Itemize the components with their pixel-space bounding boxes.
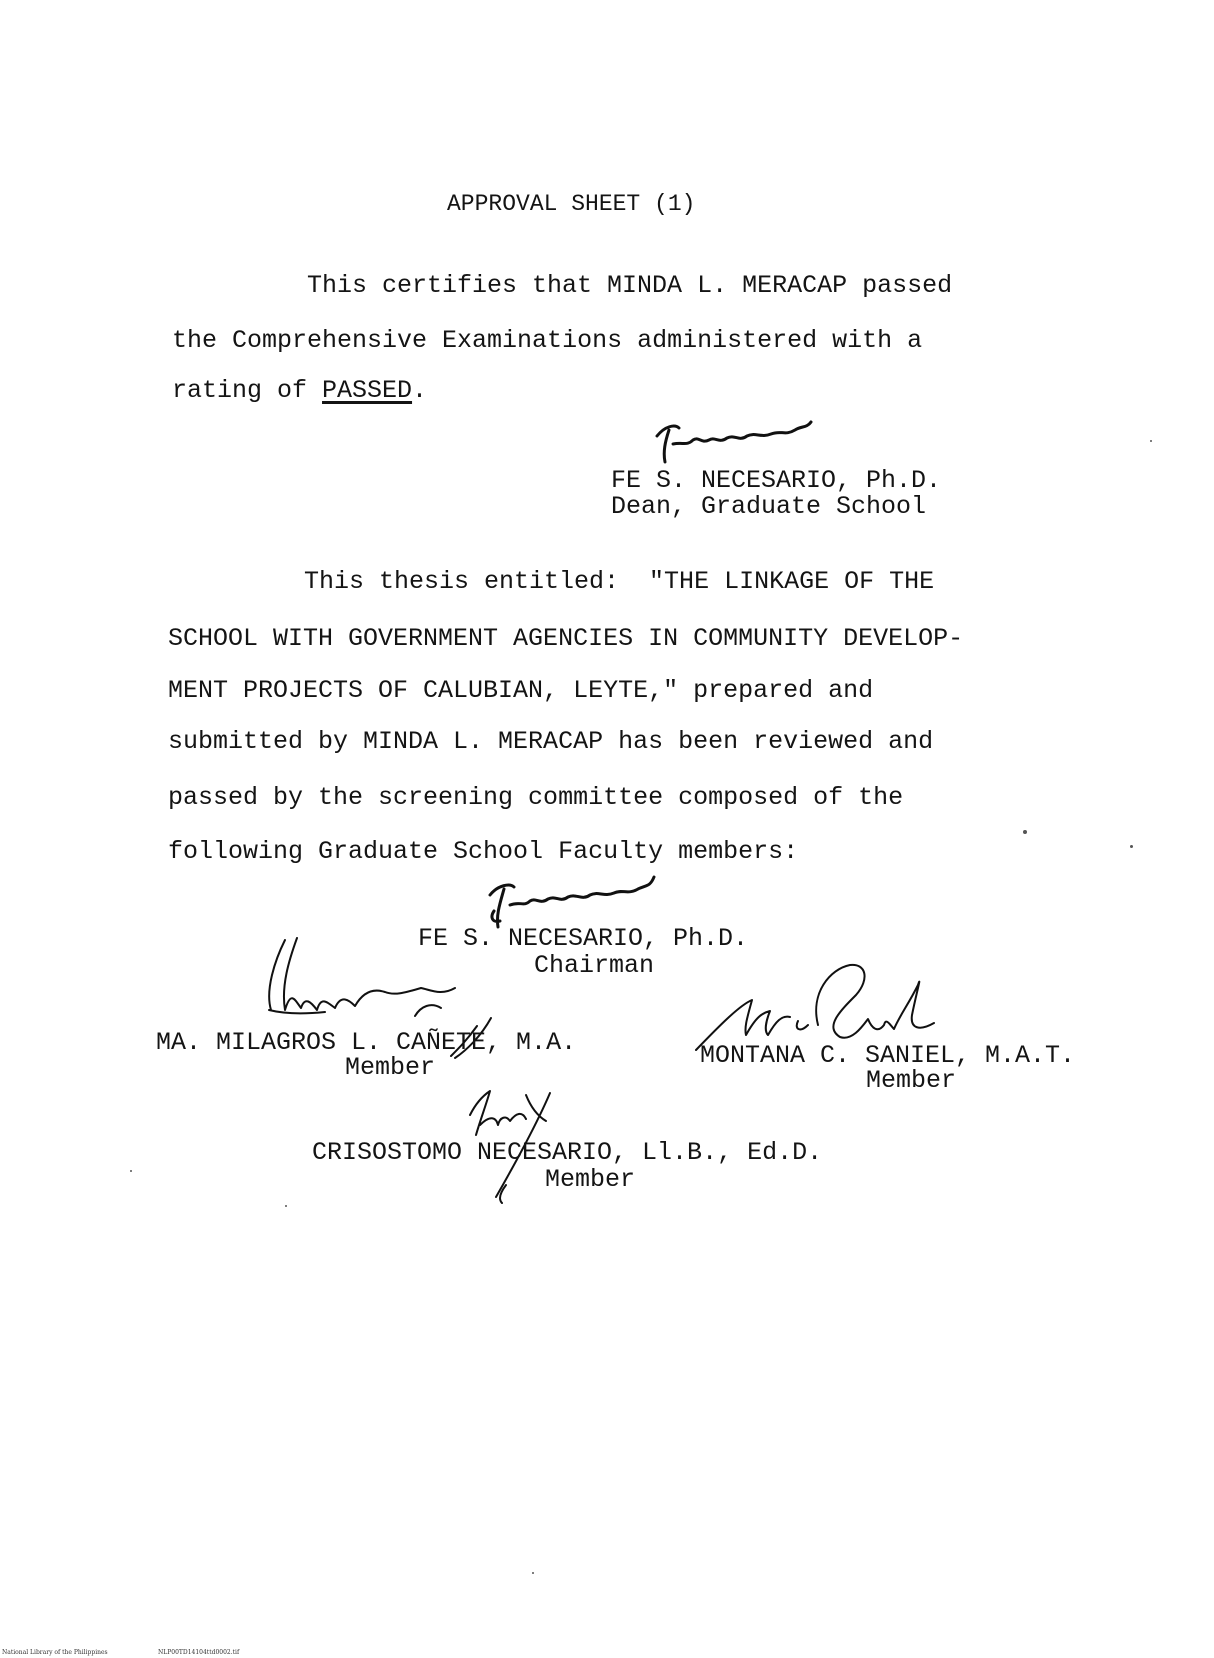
scan-speck — [1150, 440, 1152, 442]
thesis-line-4: submitted by MINDA L. MERACAP has been reviewed and — [168, 727, 934, 756]
rating-value: PASSED — [322, 376, 413, 405]
canete-role: Member — [345, 1053, 436, 1082]
footer-file: NLP00TD14104ttd0002.tif — [158, 1649, 240, 1656]
scan-speck — [1130, 845, 1133, 848]
page-title: APPROVAL SHEET (1) — [447, 191, 696, 217]
thesis-line-5: passed by the screening committee composed of the — [168, 783, 904, 812]
thesis-line-2: SCHOOL WITH GOVERNMENT AGENCIES IN COMMUNITY DEVELOP- — [168, 624, 964, 653]
thesis-line-3: MENT PROJECTS OF CALUBIAN, LEYTE," prepared and — [168, 676, 874, 705]
scan-speck — [285, 1205, 287, 1207]
saniel-role: Member — [866, 1066, 957, 1095]
dean-title: Dean, Graduate School — [611, 492, 927, 521]
chairman-role: Chairman — [534, 951, 655, 980]
dean-signature — [635, 418, 905, 468]
scan-speck — [532, 1572, 534, 1574]
necesario-role: Member — [545, 1165, 636, 1194]
chairman-name: FE S. NECESARIO, Ph.D. — [418, 924, 749, 953]
thesis-line-1: This thesis entitled: "THE LINKAGE OF THE — [304, 567, 935, 596]
rating-prefix: rating of — [172, 376, 323, 405]
certification-line-3 — [172, 378, 427, 403]
certification-line-2: the Comprehensive Examinations administered with a — [172, 326, 923, 355]
thesis-line-6: following Graduate School Faculty members: — [168, 837, 799, 866]
scan-speck — [1023, 830, 1027, 834]
saniel-name: MONTANA C. SANIEL, M.A.T. — [700, 1041, 1076, 1070]
footer-library: National Library of the Philippines — [2, 1649, 108, 1656]
certification-line-1: This certifies that MINDA L. MERACAP passed — [307, 271, 953, 300]
scan-speck — [130, 1170, 132, 1172]
rating-suffix: . — [412, 376, 428, 405]
dean-name: FE S. NECESARIO, Ph.D. — [611, 466, 942, 495]
canete-name: MA. MILAGROS L. CAÑETE, M.A. — [156, 1028, 577, 1057]
necesario-name: CRISOSTOMO NECESARIO, Ll.B., Ed.D. — [312, 1138, 823, 1167]
